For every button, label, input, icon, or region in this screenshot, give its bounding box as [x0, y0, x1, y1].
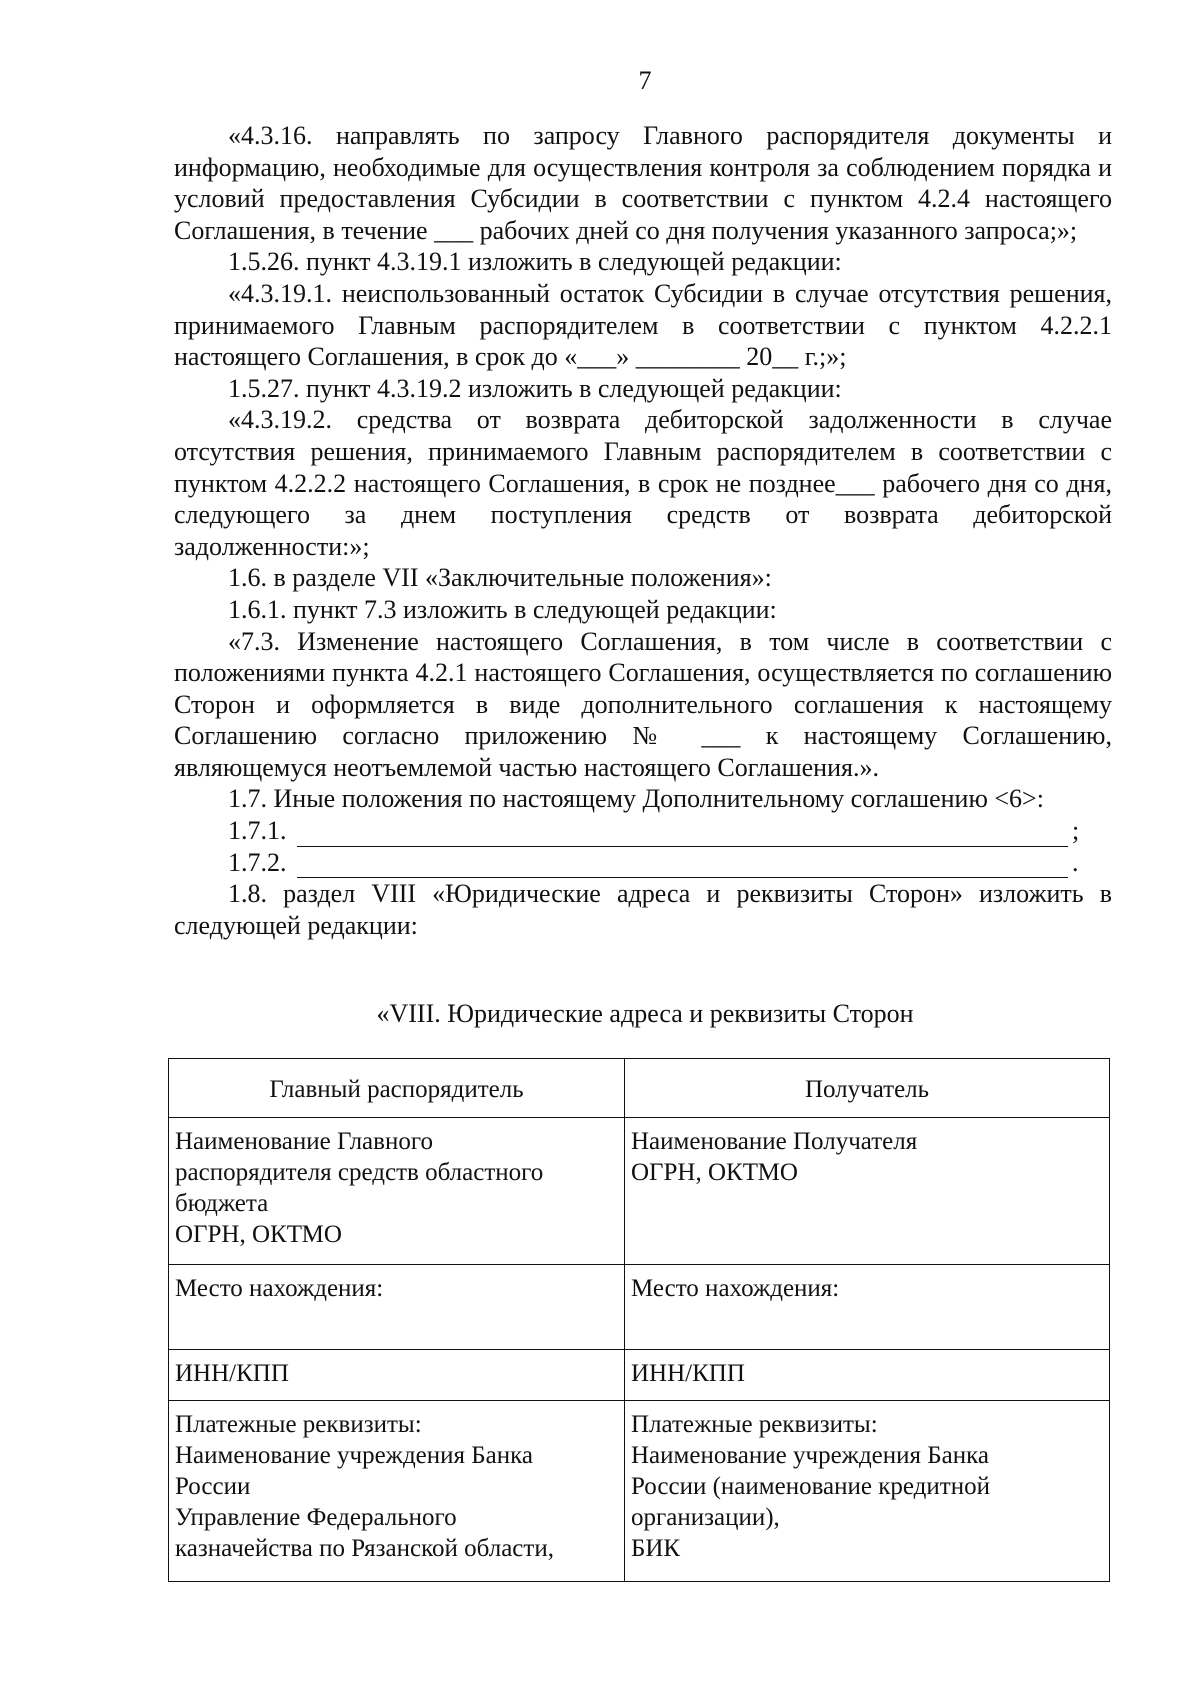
blank-item-end: .: [1072, 847, 1079, 877]
cell-line: Место нахождения:: [175, 1275, 384, 1302]
paragraph-1-6: 1.6. в разделе VII «Заключительные положения»:: [228, 563, 772, 593]
cell-line: Управление Федерального: [175, 1504, 457, 1531]
table-cell: [169, 1401, 625, 1582]
cell-line: организации),: [631, 1504, 780, 1531]
table-cell: [169, 1350, 625, 1401]
paragraph-4-3-19-2: «4.3.19.2. средства от возврата дебиторской задолженности в случае отсутствия решения, принимаемого Главным распорядителем в соответствии с пунктом 4.2.2.2 настоящего Соглашения, в срок не позднее___ рабочего дня со дня, следующего за днем поступления средств от возврата дебиторской задолженности:»;: [174, 405, 1112, 561]
cell-line: Наименование учреждения Банка: [175, 1442, 533, 1469]
cell-line: России: [175, 1473, 251, 1500]
cell-line: бюджета: [175, 1190, 269, 1217]
table-row: [169, 1350, 1110, 1401]
cell-line: ОГРН, ОКТМО: [631, 1159, 798, 1186]
table-cell: [625, 1350, 1110, 1401]
table-cell: [625, 1401, 1110, 1582]
table-row: [169, 1265, 1110, 1350]
paragraph-1-7: 1.7. Иные положения по настоящему Дополнительному соглашению <6>:: [228, 784, 1044, 814]
blank-underline: [297, 855, 1069, 878]
paragraph-4-3-19-1: «4.3.19.1. неиспользованный остаток Субсидии в случае отсутствия решения, принимаемого Главным распорядителем в соответствии с пунктом 4.2.2.1 настоящего Соглашения, в срок до «___» ________ 20__ г.;»;: [174, 278, 1112, 372]
paragraph-4-3-16: «4.3.16. направлять по запросу Главного распорядителя документы и информацию, необходимые для осуществления контроля за соблюдением порядка и условий предоставления Субсидии в соответствии с пунктом 4.2.4 настоящего Соглашения, в течение ___ рабочих дней со дня получения указанного запроса;»;: [174, 121, 1112, 245]
cell-line: Платежные реквизиты:: [175, 1411, 422, 1438]
paragraph-1-5-26: 1.5.26. пункт 4.3.19.1 изложить в следующей редакции:: [228, 247, 842, 277]
table-header-row: [169, 1059, 1110, 1118]
cell-line: казначейства по Рязанской области,: [175, 1535, 554, 1562]
table-row: [169, 1118, 1110, 1265]
cell-line: Место нахождения:: [631, 1275, 840, 1302]
cell-line: распорядителя средств областного: [175, 1159, 544, 1186]
requisites-table: [168, 1058, 1110, 1582]
cell-line: БИК: [631, 1535, 681, 1562]
paragraph-7-3: «7.3. Изменение настоящего Соглашения, в том числе в соответствии с положениями пункта 4.2.1 настоящего Соглашения, осуществляется по соглашению Сторон и оформляется в виде дополнительного соглашения к настоящему Соглашению согласно приложению № ___ к настоящему Соглашению, являющемуся неотъемлемой частью настоящего Соглашения.».: [174, 626, 1112, 782]
table-cell: [169, 1118, 625, 1265]
cell-line: Наименование Получателя: [631, 1128, 918, 1155]
page-number: 7: [638, 66, 652, 95]
table-header-cell: Главный распорядитель: [169, 1059, 625, 1118]
table-header-cell: Получатель: [625, 1059, 1110, 1118]
cell-line: ОГРН, ОКТМО: [175, 1221, 342, 1248]
table-cell: [625, 1118, 1110, 1265]
section-heading: «VIII. Юридические адреса и реквизиты Сторон: [376, 999, 914, 1028]
paragraph-1-6-1: 1.6.1. пункт 7.3 изложить в следующей редакции:: [228, 594, 777, 624]
blank-item-1-7-2: [228, 847, 1112, 879]
blank-item-1-7-1: [228, 815, 1112, 847]
paragraph-1-5-27: 1.5.27. пункт 4.3.19.2 изложить в следующей редакции:: [228, 373, 842, 403]
document-body: [174, 120, 1112, 941]
table-cell: [625, 1265, 1110, 1350]
paragraph-1-8: 1.8. раздел VIII «Юридические адреса и реквизиты Сторон» изложить в следующей редакции:: [174, 879, 1112, 940]
cell-line: Наименование учреждения Банка: [631, 1442, 989, 1469]
cell-line: Платежные реквизиты:: [631, 1411, 878, 1438]
blank-item-end: ;: [1072, 816, 1080, 846]
blank-underline: [297, 824, 1069, 847]
cell-line: ИНН/КПП: [175, 1360, 289, 1387]
cell-line: России (наименование кредитной: [631, 1473, 990, 1500]
blank-item-label: 1.7.2.: [228, 847, 287, 877]
table-row: [169, 1401, 1110, 1582]
cell-line: ИНН/КПП: [631, 1360, 745, 1387]
cell-line: Наименование Главного: [175, 1128, 433, 1155]
blank-item-label: 1.7.1.: [228, 816, 287, 846]
table-cell: [169, 1265, 625, 1350]
